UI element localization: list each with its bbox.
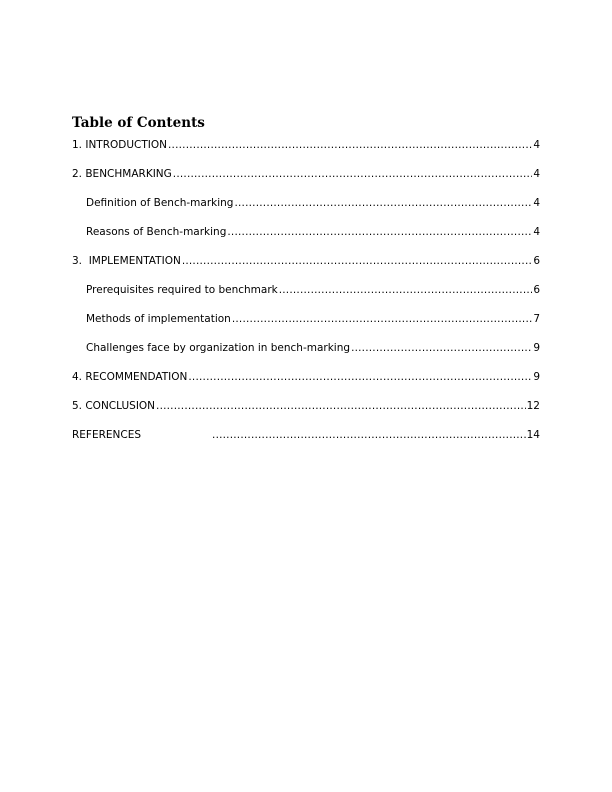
toc-entry-title: Methods of implementation: [86, 313, 231, 325]
dot-leader: [168, 137, 532, 153]
toc-entry-page: 4: [533, 168, 540, 180]
toc-entry-page: 6: [533, 255, 540, 267]
dot-leader: [188, 369, 532, 385]
toc-entry-reasons[interactable]: [72, 224, 540, 240]
dot-leader: [212, 427, 526, 443]
toc-entry-title: 2. BENCHMARKING: [72, 168, 172, 180]
toc-entry-title: 4. RECOMMENDATION: [72, 371, 188, 383]
dot-leader: [182, 253, 533, 269]
toc-entry-definition[interactable]: [72, 195, 540, 211]
toc-entry-page: 14: [526, 429, 540, 441]
toc-entry-title: 5. CONCLUSION: [72, 400, 156, 412]
toc-entry-challenges[interactable]: [72, 340, 540, 356]
toc-entry-references[interactable]: [72, 427, 540, 443]
toc-entry-title: 1. INTRODUCTION: [72, 139, 168, 151]
toc-entry-title: Prerequisites required to benchmark: [86, 284, 278, 296]
toc-entry-prerequisites[interactable]: [72, 282, 540, 298]
toc-entry-page: 4: [533, 226, 540, 238]
toc-entry-title: 3. IMPLEMENTATION: [72, 255, 181, 267]
toc-entry-page: 6: [533, 284, 540, 296]
toc-entry-recommendation[interactable]: [72, 369, 540, 385]
toc-heading: Table of Contents: [72, 115, 205, 131]
toc-entry-title: Definition of Bench-marking: [86, 197, 234, 209]
toc-entry-implementation[interactable]: [72, 253, 540, 269]
toc-entry-page: 9: [533, 371, 540, 383]
dot-leader: [351, 340, 532, 356]
dot-leader: [156, 398, 526, 414]
toc-entry-page: 4: [533, 197, 540, 209]
toc-entry-benchmarking[interactable]: [72, 166, 540, 182]
toc-entry-title: Reasons of Bench-marking: [86, 226, 227, 238]
dot-leader: [232, 311, 532, 327]
toc-entry-page: 12: [526, 400, 540, 412]
toc-entry-page: 7: [533, 313, 540, 325]
dot-leader: [227, 224, 532, 240]
toc-entry-methods[interactable]: [72, 311, 540, 327]
dot-leader: [234, 195, 532, 211]
toc-entry-introduction[interactable]: [72, 137, 540, 153]
toc-entry-conclusion[interactable]: [72, 398, 540, 414]
toc-entry-page: 9: [533, 342, 540, 354]
dot-leader: [279, 282, 533, 298]
dot-leader: [173, 166, 533, 182]
toc-entry-page: 4: [533, 139, 540, 151]
toc-entry-title: REFERENCES: [72, 429, 142, 441]
toc-entry-title: Challenges face by organization in bench-marking: [86, 342, 351, 354]
